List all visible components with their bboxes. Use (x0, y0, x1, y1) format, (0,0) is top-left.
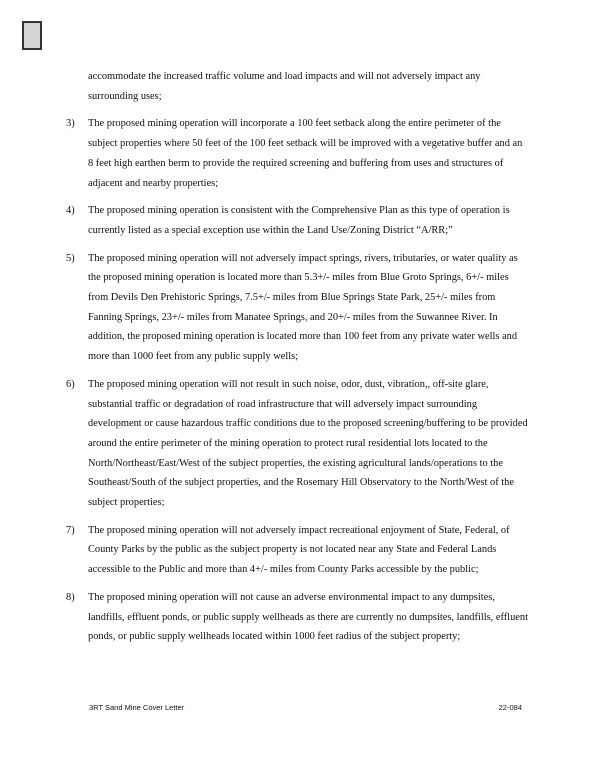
footer-project-number: 22-084 (498, 703, 522, 712)
item-text: The proposed mining operation will not result in such noise, odor, dust, vibration,, off-site glare, substantial traffic or degradation of road infrastructure that will adversely impact surrounding development or cause hazardous traffic conditions due to the proposed screening/buffering to be provided around the entire perimeter of the mining operation to protect rural residential lots located to the North/Northeast/East/West of the subject properties, the existing agricultural lands/operations to the Southeast/South of the subject properties, and the Rosemary Hill Observatory to the North/West of the subject properties; (88, 378, 528, 509)
list-item (66, 201, 530, 240)
item-number: 6) (66, 378, 75, 390)
list-item (66, 588, 530, 647)
item-number: 7) (66, 524, 75, 536)
item-text: The proposed mining operation will not adversely impact recreational enjoyment of State, Federal, of County Parks by the public as the subject property is not located near any State and Federal Lands accessible to the Public and more than 4+/- miles from County Parks accessible by the public; (88, 524, 510, 576)
page-corner-marker (22, 21, 42, 50)
footer-document-title: 3RT Sand Mine Cover Letter (89, 703, 185, 712)
list-item (66, 114, 530, 193)
continued-paragraph: accommodate the increased traffic volume and load impacts and will not adversely impact any surrounding uses; (88, 71, 481, 102)
item-number: 3) (66, 118, 75, 130)
item-number: 8) (66, 591, 75, 603)
document-body (66, 67, 530, 647)
item-text: The proposed mining operation will not adversely impact springs, rivers, tributaries, or water quality as the proposed mining operation is located more than 5.3+/- miles from Blue Groto Springs, 6+/- miles from Devils Den Prehistoric Springs, 7.5+/- miles from Blue Springs State Park, 25+/- miles from Fanning Springs, 23+/- miles from Manatee Springs, and 20+/- miles from the Suwannee River. In addition, the proposed mining operation is located more than 100 feet from any private water wells and more than 1000 feet from any public supply wells; (88, 252, 518, 363)
item-text: The proposed mining operation will incorporate a 100 feet setback along the entire perimeter of the subject properties where 50 feet of the 100 feet setback will be improved with a vegetative buffer and an 8 feet high earthen berm to provide the required screening and buffering from uses and structures of adjacent and nearby properties; (88, 118, 523, 189)
list-item (66, 249, 530, 367)
item-text: The proposed mining operation is consistent with the Comprehensive Plan as this type of operation is currently listed as a special exception use within the Land Use/Zoning District “A/RR;” (88, 205, 510, 236)
item-number: 5) (66, 252, 75, 264)
page-footer (89, 703, 522, 712)
item-text: The proposed mining operation will not cause an adverse environmental impact to any dumpsites, landfills, effluent ponds, or public supply wellheads as there are currently no dumpsites, landfills, effluent ponds, or public supply wellheads located within 1000 feet radius of the subject property; (88, 591, 528, 643)
item-number: 4) (66, 205, 75, 217)
list-item (66, 521, 530, 580)
list-item (66, 375, 530, 513)
